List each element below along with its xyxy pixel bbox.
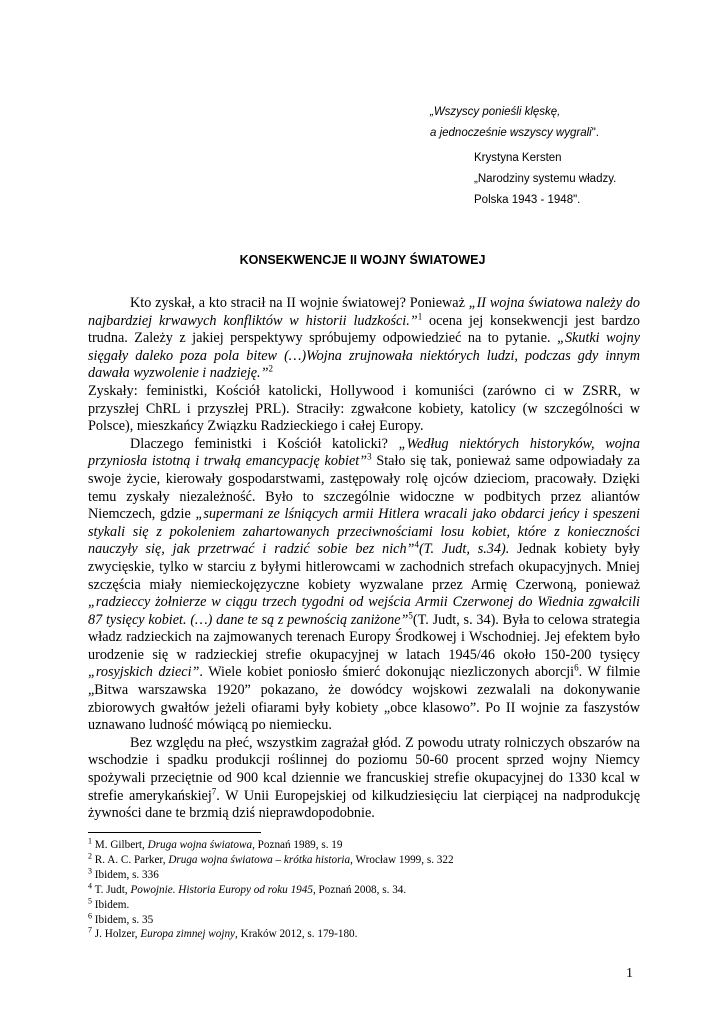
footnote-number: 7 — [88, 925, 92, 935]
footnote-title: Powojnie. Historia Europy od roku 1945 — [130, 883, 313, 896]
footnote-ref-5: 5 — [408, 609, 413, 620]
epigraph-line-2-italic: a jednocześnie wszyscy wygrali — [430, 127, 592, 139]
footnote-text: T. Judt, — [92, 883, 131, 896]
epigraph-source-line-2: Polska 1943 - 1948". — [474, 194, 581, 206]
paragraph-3 — [88, 436, 640, 735]
paragraph-4 — [88, 735, 640, 823]
footnote — [88, 853, 640, 868]
p3-quote-3: „radzieccy żołnierze w ciągu trzech tygodni od wejścia Armii Czerwonej do Wiednia zgwałcili 87 tysięcy kobiet. (…) dane te są z pewnością zaniżone” — [88, 594, 640, 628]
footnote-text-tail: , Kraków 2012, s. 179-180. — [235, 928, 358, 941]
footnote — [88, 880, 640, 898]
footnote-text: J. Holzer, — [92, 928, 141, 941]
p3-citation: (T. Judt, s.34). — [418, 541, 510, 558]
footnote — [88, 895, 640, 913]
footnote-text: M. Gilbert — [92, 839, 143, 851]
footnote-number: 3 — [88, 866, 92, 876]
page-number: 1 — [626, 966, 633, 981]
footnote-ref-7: 7 — [211, 785, 217, 796]
p3-text-e: (T. Judt, s. 34). Była to celowa strategia władz radzieckich na zajmowanych terenach Europy Środkowej i Wschodniej. Jej efektem było urodzenie się w radzieckiej strefie okupacyjnej w latach 1945/46 około 150-200 tysięcy — [88, 611, 641, 663]
p1-quote-1: „II wojna światowa należy do najbardziej krwawych konfliktów w historii ludzkości.” — [88, 295, 640, 329]
p3-text-d: Jednak kobiety były zwycięskie, tylko w starciu z byłymi hitlerowcami w zachodnich strefach okupacyjnych. Mniej szczęścia miały niemieckojęzyczne kobiety wyzwalane przez Armię Czerwoną, ponieważ — [88, 541, 640, 593]
footnote-ref-4: 4 — [414, 539, 419, 550]
footnote-text: Ibidem. — [92, 898, 130, 911]
footnote-separator — [88, 832, 261, 833]
footnote — [88, 838, 640, 853]
footnote — [88, 910, 640, 928]
p4-text-a: Bez względu na płeć, wszystkim zagrażał głód. Z powodu utraty rolniczych obszarów na wschodzie i spadku produkcji roślinnej do poziomu 50-60 procent sprzed wojny Niemcy spożywali przeciętnie od 900 kcal dziennie we francuskiej strefie okupacyjnej do 1330 kcal w strefie amerykańskiej — [88, 734, 640, 804]
epigraph-line-1: „Wszyscy ponieśli klęskę, — [430, 106, 561, 118]
p3-quote-1: „Według niektórych historyków, wojna przyniosła istotną i trwałą emancypację kobiet” — [88, 435, 640, 470]
footnote-text: Ibidem, s. 336 — [92, 868, 159, 881]
paragraph-2: Zyskały: feministki, Kościół katolicki, Hollywood i komuniści (zarówno ci w ZSRR, w przyszłej ChRL i przyszłej PRL). Straciły: zgwałcone kobiety, katolicy (w szczególności w Polsce), mieszkańcy Związku Radzieckiego i całej Europy. — [88, 382, 640, 435]
footnote-title: , Druga wojna światowa — [142, 839, 253, 851]
footnotes — [88, 838, 640, 942]
p3-text-a: Dlaczego feministki i Kościół katolicki? — [130, 435, 399, 452]
footnote-text-tail: , Poznań 2008, s. 34. — [312, 883, 407, 896]
footnote — [88, 927, 640, 942]
p1-text-a: Kto zyskał, a kto stracił na II wojnie światowej? Ponieważ — [130, 295, 469, 311]
p4-text-b: . W Unii Europejskiej od kilkudziesięciu lat cierpiącej na nadprodukcję żywności dane te brzmią dziś nieprawdopodobnie. — [88, 787, 640, 822]
footnote-text-tail: , Wrocław 1999, s. 322 — [350, 853, 454, 866]
epigraph-source-line-1: „Narodziny systemu władzy. — [474, 173, 617, 185]
p3-quote-2: „supermani ze lśniących armii Hitlera wracali jako obdarci jeńcy i speszeni stykali się z pokoleniem zahartowanych przeciwnościami losu kobiet, które z konieczności nauczyły się, jak przetrwać i radzić sobie bez nich” — [88, 506, 640, 558]
p3-text-g: . W filmie „Bitwa warszawska 1920” pokazano, że dowódcy wojskowi zezwalali na dokonywanie zbiorowych gwałtów jeżeli ofiarami były kobiety „obce klasowo”. Po II wojnie za faszystów uznawano ludność mówiącą po niemiecku. — [88, 664, 640, 734]
epigraph-author: Krystyna Kersten — [474, 152, 562, 164]
footnote-title: Europa zimnej wojny — [140, 928, 236, 941]
footnote-ref-1: 1 — [417, 310, 423, 321]
footnote-ref-6: 6 — [574, 662, 579, 673]
footnote-title: Druga wojna światowa – krótka historia — [168, 853, 351, 866]
p3-quote-4: „rosyjskich dzieci” — [88, 664, 200, 681]
footnote — [88, 868, 640, 883]
p3-text-b: Stało się tak, ponieważ same odpowiadały za swoje życie, kierowały gospodarstwami, zastępowały rolę ojców dzieciom, pracowały. Dzięki temu zyskały niezależność. Było to szczególnie widoczne w podbitych przez aliantów Niemczech, gdzie — [88, 453, 640, 523]
footnote-number: 6 — [88, 910, 92, 920]
footnote-ref-2: 2 — [268, 363, 273, 374]
paragraph-1 — [88, 295, 640, 383]
footnote-number: 1 — [88, 836, 92, 846]
page-title: KONSEKWENCJE II WOJNY ŚWIATOWEJ — [239, 253, 486, 267]
footnote-number: 4 — [88, 880, 92, 890]
footnote-number: 5 — [88, 895, 92, 905]
epigraph-line-2-tail: ". — [591, 127, 599, 139]
epigraph-line-2 — [430, 123, 599, 144]
p1-quote-2: „Skutki wojny sięgały daleko poza pola bitew (…)Wojna zrujnowała niektórych ludzi, podczas gdy innym dawała wyzwolenie i nadzieję.” — [88, 330, 640, 382]
footnote-ref-3: 3 — [367, 451, 372, 462]
footnote-text: R. A. C. Parker, — [92, 853, 169, 866]
p1-text-b: ocena jej konsekwencji jest bardzo trudna. Zależy z jakiej perspektywy spróbujemy odpowiedzieć na to pytanie. — [88, 312, 641, 347]
p3-text-f: . Wiele kobiet poniosło śmierć dokonując niezliczonych aborcji — [199, 664, 575, 681]
footnote-text: Ibidem, s. 35 — [92, 913, 154, 926]
footnote-number: 2 — [88, 851, 92, 861]
footnote-text-tail: , Poznań 1989, s. 19 — [252, 839, 343, 851]
main-text — [88, 295, 640, 823]
